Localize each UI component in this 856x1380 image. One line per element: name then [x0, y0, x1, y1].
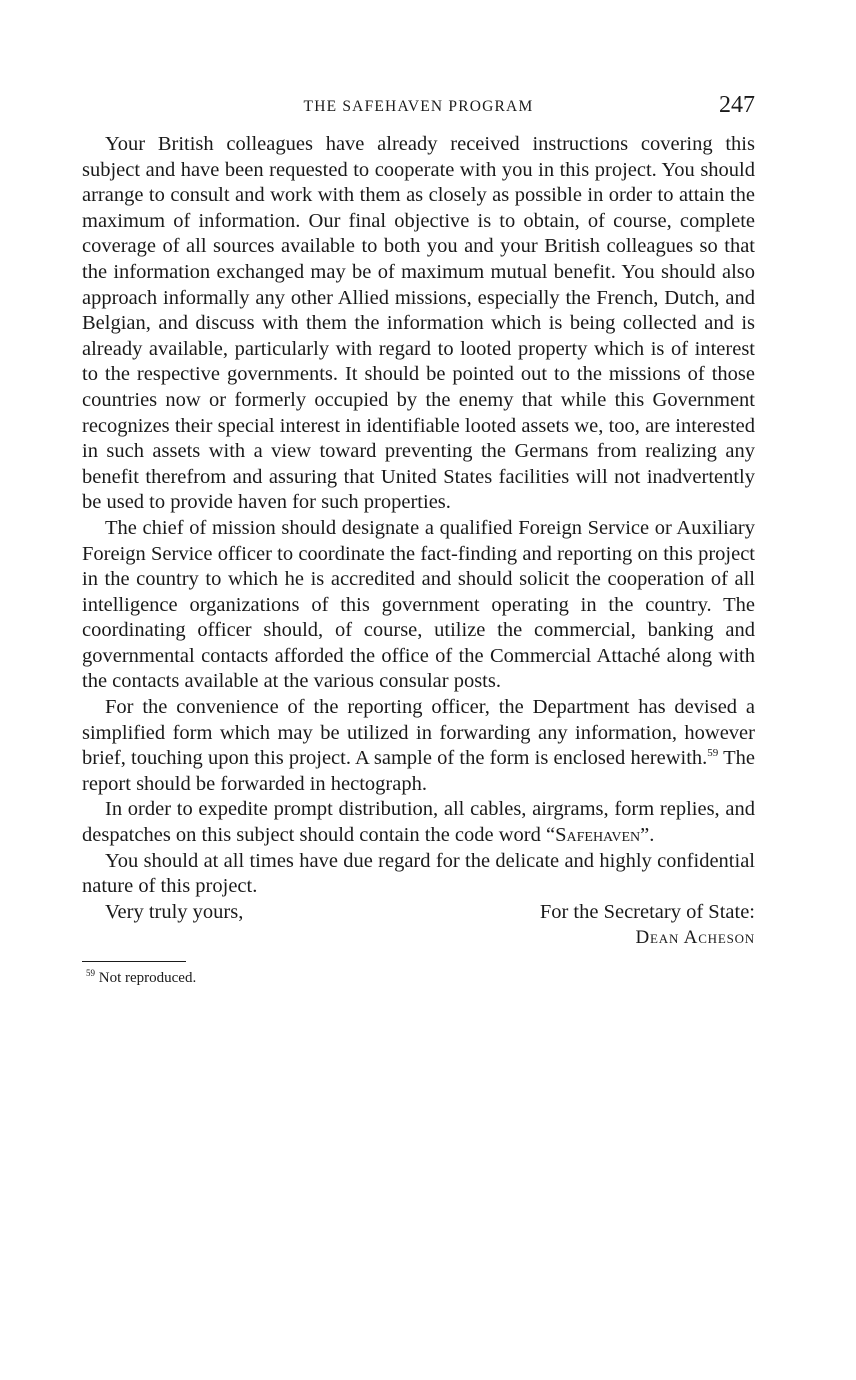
- footnote: [82, 970, 755, 987]
- salutation: Very truly yours,: [105, 900, 244, 923]
- paragraph-reporting-form-text: For the convenience of the reporting officer, the Department has devised a simplified form which may be utilized in forwarding any information, however brief, touching upon this project. A sample of the form is enclosed herewith.: [82, 696, 755, 770]
- paragraph-confidential: You should at all times have due regard for the delicate and highly confidential nature of this project.: [82, 849, 755, 898]
- running-title: THE SAFEHAVEN PROGRAM: [303, 98, 534, 115]
- paragraph-reporting-form: [82, 695, 755, 797]
- footnote-reference: 59: [707, 747, 719, 760]
- paragraph-code-word-text: In order to expedite prompt distribution, all cables, airgrams, form replies, and despatches on this subject should contain the code word “: [82, 798, 755, 847]
- paragraph-british-colleagues: Your British colleagues have already received instructions covering this subject and have been requested to cooperate with you in this project. You should arrange to consult and work with them as closely as possible in order to attain the maximum of information. Our final objective is to obtain, of course, complete coverage of all sources available to both you and your British colleagues so that the information exchanged may be of maximum mutual benefit. You should also approach informally any other Allied missions, especially the French, Dutch, and Belgian, and discuss with them the information which is being collected and is already available, particularly with regard to looted property which is of interest to the respective governments. It should be pointed out to the missions of those countries now or formerly occupied by the enemy that while this Government recognizes their special interest in identifiable looted assets we, too, are interested in such assets with a view toward preventing the Germans from realizing any benefit therefrom and assuring that United States facilities will not inadvertently be used to provide haven for such properties.: [82, 133, 755, 514]
- signature: Dean Acheson: [635, 927, 755, 949]
- closing-row: [82, 900, 755, 926]
- paragraph-chief-of-mission: The chief of mission should designate a qualified Foreign Service or Auxiliary Foreign Service officer to coordinate the fact-finding and reporting on this project in the country to which he is accredited and should solicit the cooperation of all intelligence organizations of this government operating in the country. The coordinating officer should, of course, utilize the commercial, banking and governmental contacts afforded the office of the Commercial Attaché along with the contacts available at the various consular posts.: [82, 516, 755, 693]
- document-page: [82, 92, 755, 987]
- paragraph-code-word-text-end: ”.: [640, 824, 655, 847]
- footnote-number: 59: [86, 968, 95, 978]
- paragraph-code-word: [82, 797, 755, 848]
- footnote-text: Not reproduced.: [98, 970, 197, 986]
- running-head: [82, 92, 755, 124]
- footnote-divider: [82, 961, 186, 962]
- paragraph-reporting-form-text-end: The report should be forwarded in hectograph.: [82, 747, 755, 795]
- page-number: 247: [719, 92, 755, 118]
- body-text: [82, 132, 755, 900]
- code-word: Safehaven: [555, 824, 641, 847]
- on-behalf-line: For the Secretary of State:: [539, 900, 755, 923]
